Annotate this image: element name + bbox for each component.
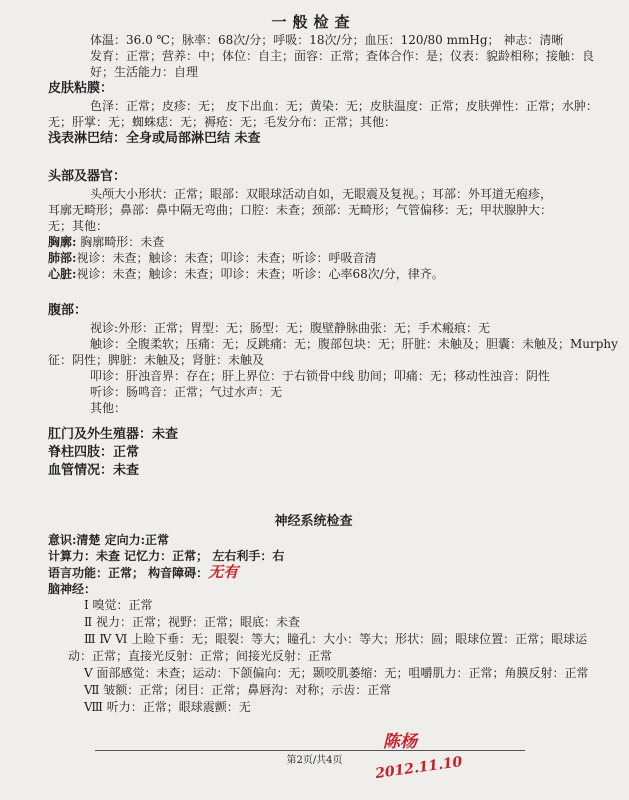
page-title: 一般检查	[271, 13, 356, 31]
cn3-line-1: Ⅲ Ⅳ Ⅵ 上睑下垂：无；眼裂：等大；瞳孔：大小：等大；形状：圆；眼球位置：正常；眼球运	[84, 632, 588, 646]
signature-date: 2012.11.10	[374, 753, 464, 783]
abdomen-line-4: 叩诊：肝浊音界：存在；肝上界位：于右锁骨中线 肋间；叩痛：无；移动性浊音：阴性	[90, 369, 550, 383]
heart-line	[48, 266, 609, 282]
general-text: 发育：正常；营养：中；体位：自主；面容：正常；查体合作：是；仪表：貌龄相称；接触：良好；生活能力：自理	[90, 49, 595, 79]
cranial-heading: 脑神经：	[48, 582, 97, 596]
handwritten-mark: 无有	[208, 563, 239, 581]
lung-label: 肺部:	[48, 251, 77, 265]
cn7-line: Ⅶ 皱额：正常；闭目：正常；鼻唇沟：对称；示齿：正常	[84, 683, 392, 697]
calc-line: 计算力：未查 记忆力：正常； 左右利手：右	[48, 549, 285, 563]
head-heading: 头部及器官：	[48, 169, 127, 184]
abdomen-heading: 腹部：	[48, 303, 88, 318]
lymph-line: 浅表淋巴结：全身或局部淋巴结 未查	[48, 131, 261, 146]
lung-line	[48, 250, 609, 266]
abdomen-line-6: 其他：	[90, 401, 127, 415]
cn3-line-2: 动：正常；直接光反射：正常；间接光反射：正常	[68, 649, 333, 663]
abdomen-line-5: 听诊：肠鸣音：正常；气过水声：无	[90, 385, 283, 399]
abdomen-line-2: 触诊：全腹柔软；压痛：无；反跳痛：无；腹部包块：无；肝脏：未触及；胆囊：未触及；Murphy	[90, 337, 618, 351]
head-line-3: 无；其他：	[48, 219, 109, 233]
language-text: 语言功能：正常； 构音障碍：	[48, 566, 209, 580]
heart-label: 心脏:	[48, 267, 77, 281]
general-line	[48, 48, 609, 80]
abdomen-line-3: 征：阴性；脾脏：未触及；肾脏：未触及	[48, 353, 265, 367]
anus-line: 肛门及外生殖器：未查	[48, 427, 179, 442]
neuro-heading: 神经系统检查	[274, 514, 353, 529]
page-footer: 第2页/共4页	[286, 755, 343, 766]
cn8-line: Ⅷ 听力：正常；眼球震颤：无	[84, 700, 251, 714]
abdomen-line-1: 视诊:外形：正常；胃型：无；肠型：无；腹壁静脉曲张：无；手术瘢痕：无	[90, 321, 491, 335]
thorax-line	[48, 234, 609, 250]
head-line-2: 耳廓无畸形；鼻部：鼻中隔无弯曲；口腔：未查；颈部：无畸形；气管偏移：无；甲状腺肿大：	[48, 203, 553, 217]
consciousness-line: 意识:清楚 定向力:正常	[48, 533, 170, 547]
cn2-line: Ⅱ 视力：正常；视野：正常；眼底：未查	[84, 615, 300, 629]
thorax-label: 胸廓:	[48, 235, 77, 249]
vessel-line: 血管情况：未查	[48, 463, 140, 478]
cn5-line: Ⅴ 面部感觉：未查；运动：下颌偏向：无；颞咬肌萎缩：无；咀嚼肌力：正常；角膜反射：正常	[84, 666, 589, 680]
thorax-text: 胸廓畸形：未查	[76, 235, 165, 249]
skin-line-2: 无；肝掌：无；蜘蛛痣：无；褥疮：无；毛发分布：正常；其他：	[48, 115, 397, 129]
heart-text: 视诊：未查；触诊：未查；叩诊：未查；听诊：心率68次/分，律齐。	[76, 267, 444, 281]
signature-name: 陈杨	[383, 732, 417, 752]
footer-divider	[95, 750, 525, 751]
language-line	[48, 564, 609, 581]
head-line-1: 头颅大小形状：正常；眼部：双眼球活动自如，无眼震及复视。；耳部：外耳道无疱疹，	[90, 187, 553, 201]
skin-heading: 皮肤粘膜：	[48, 81, 114, 96]
vitals-line: 体温：36.0 ℃；脉率：68次/分；呼吸：18次/分；血压：120/80 mmHg； 神志：清晰	[90, 33, 564, 47]
skin-line-1: 色泽：正常；皮疹：无； 皮下出血：无；黄染：无；皮肤温度：正常；皮肤弹性：正常；水肿：	[90, 99, 598, 113]
lung-text: 视诊：未查；触诊：未查；叩诊：未查；听诊：呼吸音清	[76, 251, 377, 265]
cn1-line: Ⅰ 嗅觉：正常	[84, 598, 153, 612]
spine-line: 脊柱四肢：正常	[48, 445, 140, 460]
